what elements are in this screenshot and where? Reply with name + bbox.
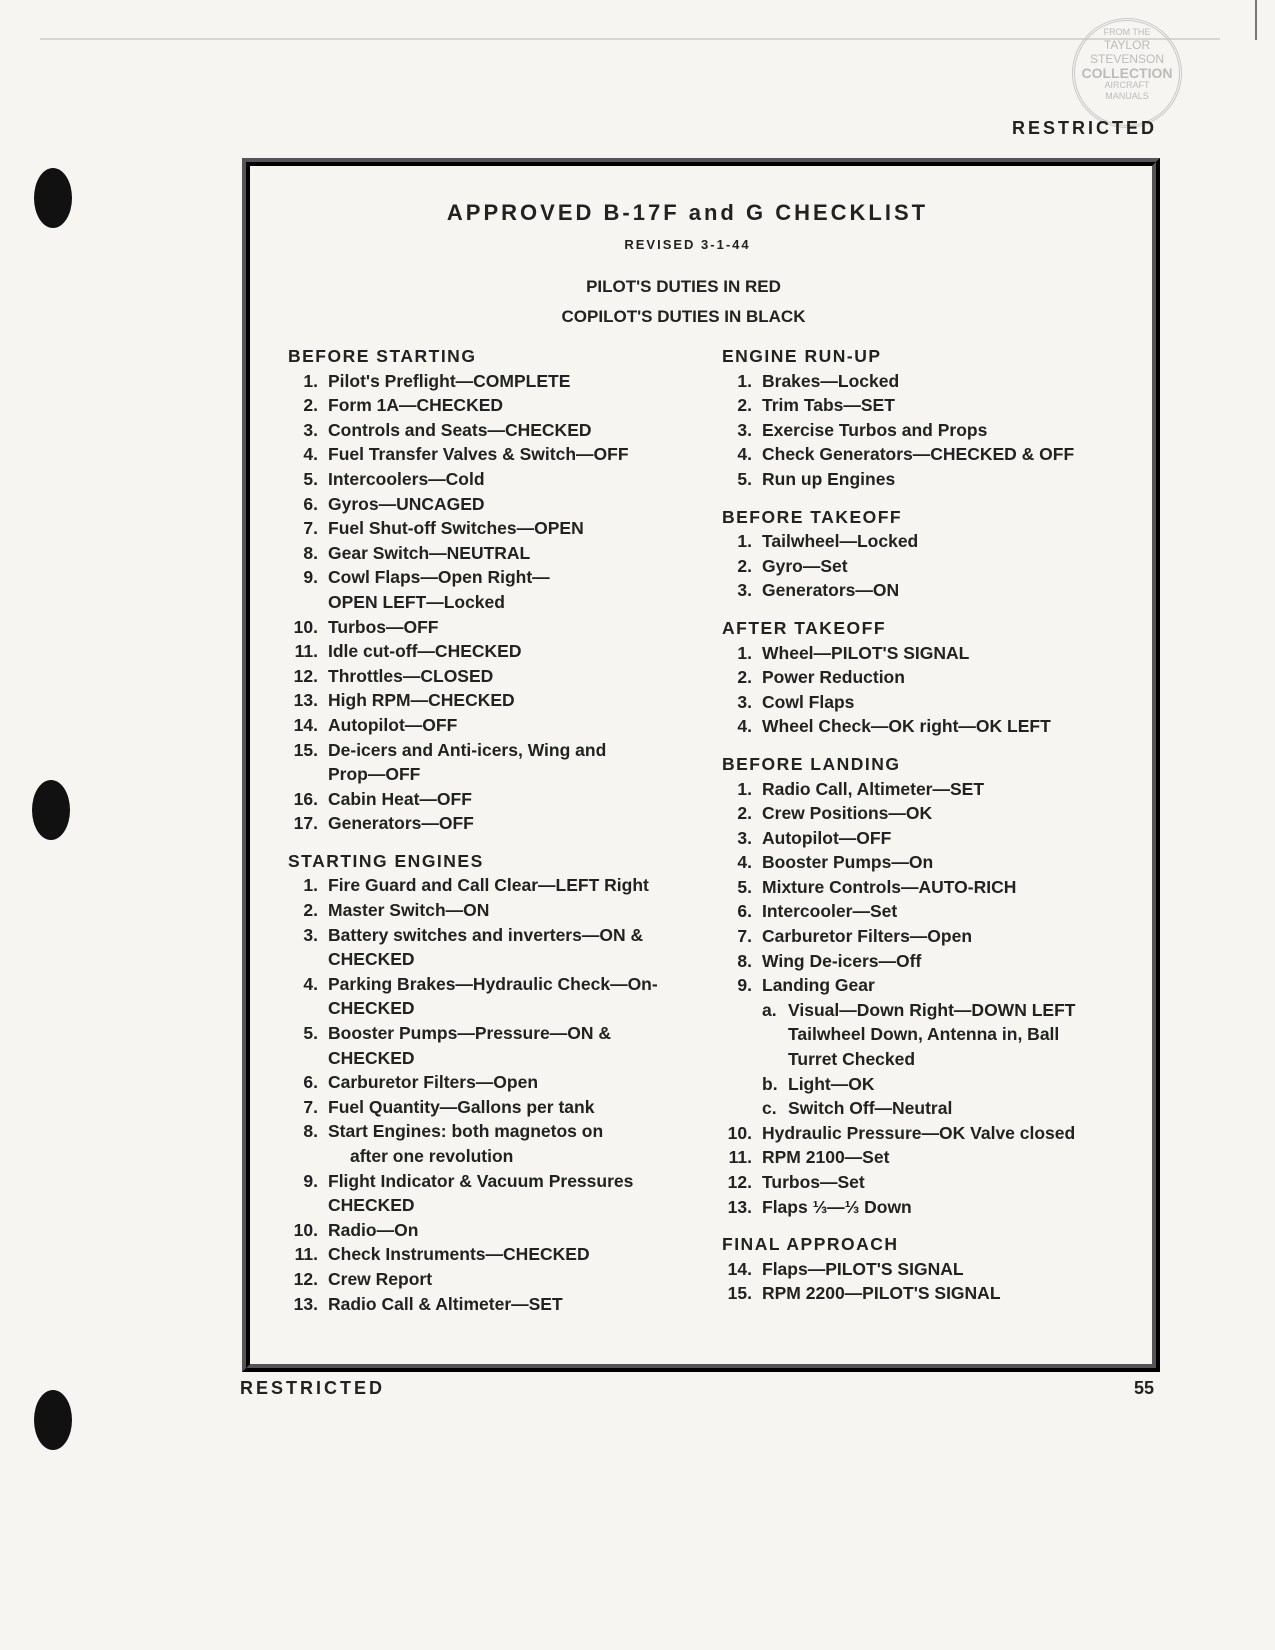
checklist-subitem [722,998,1142,1072]
item-number: 15. [727,1283,752,1304]
item-text: Flight Indicator & Vacuum Pressures [328,1170,634,1191]
item-text: Mixture Controls—AUTO-RICH [762,876,1017,897]
subitem-text: Switch Off—Neutral [788,1098,953,1119]
item-text: Booster Pumps—Pressure—ON & [328,1023,611,1044]
checklist-item [288,615,708,640]
item-text: Intercoolers—Cold [328,468,485,489]
checklist-item [722,529,1142,554]
subitem-letter: b. [762,1073,778,1094]
item-number: 2. [303,900,318,921]
item-text: Generators—ON [762,580,900,601]
item-number: 15. [293,739,318,760]
checklist-item [288,541,708,566]
checklist-item [288,393,708,418]
item-text: Carburetor Filters—Open [762,926,973,947]
item-number: 3. [737,691,752,712]
checklist-item [722,973,1142,998]
checklist-item [722,714,1142,739]
item-number: 3. [737,580,752,601]
checklist-item [722,369,1142,394]
subitem-letter: a. [762,999,777,1020]
subitem-text-block [762,998,1142,1072]
item-number: 7. [303,518,318,539]
section-heading: AFTER TAKEOFF [722,617,887,638]
item-number: 1. [737,370,752,391]
item-number: 5. [303,468,318,489]
checklist-item [288,467,708,492]
checklist-item [288,972,708,1021]
checklist-item [722,1145,1142,1170]
item-text: Run up Engines [762,468,896,489]
checklist-item [288,873,708,898]
item-text: Cowl Flaps [762,691,855,712]
item-text: Fire Guard and Call Clear—LEFT Right [328,875,649,896]
stamp-line: TAYLOR [1103,38,1151,52]
item-text: CHECKED [328,998,415,1019]
item-text: after one revolution [350,1146,514,1166]
item-text: Prop—OFF [328,764,421,785]
footer-restricted: RESTRICTED [240,1378,386,1398]
page-title: APPROVED B-17F and G CHECKLIST [446,200,929,225]
item-text: Power Reduction [762,667,905,688]
collection-stamp [1072,18,1182,128]
item-text: Radio Call & Altimeter—SET [328,1293,563,1314]
item-text: Landing Gear [762,975,875,996]
subitem-text: Turret Checked [788,1049,916,1070]
checklist-item [288,1095,708,1120]
item-text: Gyro—Set [762,555,848,576]
item-number: 3. [303,924,318,945]
item-text: Hydraulic Pressure—OK Valve closed [762,1122,1076,1143]
checklist-item [722,801,1142,826]
item-text: Crew Positions—OK [762,803,933,824]
item-number: 1. [303,370,318,391]
binder-hole [34,1390,72,1450]
item-number: 10. [293,1219,318,1240]
subitem-text-block [762,1096,1142,1121]
checklist-item [722,777,1142,802]
checklist-item [722,467,1142,492]
section-heading: BEFORE STARTING [288,346,477,366]
item-number: 7. [737,926,752,947]
item-text: Fuel Shut-off Switches—OPEN [328,518,584,539]
item-number: 7. [303,1096,318,1117]
item-text: Controls and Seats—CHECKED [328,419,592,440]
item-text: RPM 2200—PILOT'S SIGNAL [762,1283,1001,1304]
item-number: 2. [737,555,752,576]
checklist-item [288,1292,708,1317]
checklist-item [288,1070,708,1095]
item-text: Check Instruments—CHECKED [328,1244,590,1265]
item-text: Turbos—Set [762,1172,865,1192]
stamp-line: AIRCRAFT [1104,80,1150,90]
item-text: Turbos—OFF [328,616,439,637]
right-column [722,344,1142,1306]
page-edge-line [40,38,1220,40]
item-number: 6. [737,901,752,922]
item-text: Flaps—PILOT'S SIGNAL [762,1258,964,1279]
item-number: 11. [294,641,318,662]
item-text: Wheel Check—OK right—OK LEFT [762,716,1051,737]
checklist-item [288,1267,708,1292]
checklist-item [288,516,708,541]
item-number: 8. [303,1121,318,1142]
checklist-item [722,1281,1142,1306]
stamp-line: COLLECTION [1081,65,1173,81]
item-number: 8. [303,542,318,563]
item-number: 2. [303,395,318,416]
checklist-item [722,875,1142,900]
section-heading: BEFORE LANDING [722,753,901,774]
item-text: Booster Pumps—On [762,852,934,873]
checklist-item [288,1218,708,1243]
item-number: 3. [737,419,752,440]
checklist-item [722,442,1142,467]
item-text: Intercooler—Set [762,901,898,922]
item-number: 11. [728,1147,752,1168]
item-number: 14. [293,714,318,735]
checklist-item [288,923,708,972]
checklist-item [722,924,1142,949]
checklist-item [722,1195,1142,1220]
item-text: Gyros—UNCAGED [328,493,485,514]
checklist-item [722,826,1142,851]
item-number: 1. [737,642,752,663]
item-number: 13. [293,690,318,711]
item-number: 9. [737,975,752,996]
section-heading: BEFORE TAKEOFF [722,506,903,527]
item-text: Start Engines: both magnetos on [328,1121,604,1142]
copilot-duties-note: COPILOT'S DUTIES IN BLACK [561,307,806,326]
section-heading: FINAL APPROACH [722,1234,899,1255]
item-text: Idle cut-off—CHECKED [328,641,522,662]
item-text: Cowl Flaps—Open Right— [328,567,550,588]
item-text: Wheel—PILOT'S SIGNAL [762,642,970,663]
item-number: 3. [303,419,318,440]
item-number: 10. [293,616,318,637]
pilot-duties-note: PILOT'S DUTIES IN RED [586,277,781,296]
item-number: 2. [737,803,752,824]
checklist-item [288,787,708,812]
item-number: 12. [727,1172,752,1192]
item-number: 13. [293,1293,318,1314]
item-text: Form 1A—CHECKED [328,395,504,416]
item-number: 1. [303,875,318,896]
checklist-item [288,418,708,443]
item-number: 1. [737,531,752,552]
item-text: Throttles—CLOSED [328,665,494,686]
item-number: 4. [303,444,318,465]
item-text: Flaps ⅓—⅓ Down [762,1196,912,1217]
item-number: 9. [303,1170,318,1191]
item-number: 4. [737,716,752,737]
item-text: Radio—On [328,1219,419,1240]
item-number: 17. [293,813,318,834]
item-number: 5. [303,1023,318,1044]
item-text: CHECKED [328,1195,415,1216]
item-text: Check Generators—CHECKED & OFF [762,444,1075,465]
item-number: 9. [303,567,318,588]
checklist-item [288,664,708,689]
subitem-text: Tailwheel Down, Antenna in, Ball [788,1024,1060,1045]
item-text: Crew Report [328,1268,433,1289]
item-text: Fuel Quantity—Gallons per tank [328,1096,595,1117]
checklist-item [722,665,1142,690]
checklist-item [288,1119,708,1168]
checklist-item [288,1242,708,1267]
item-number: 8. [737,950,752,971]
item-number: 5. [737,468,752,489]
checklist-item [288,565,708,614]
item-text: Autopilot—OFF [762,827,892,848]
subitem-text-block [762,1072,1142,1097]
stamp-line: FROM THE [1103,27,1151,37]
item-number: 4. [737,444,752,465]
checklist-item [288,1169,708,1218]
checklist-item [288,492,708,517]
checklist-item [288,811,708,836]
section-heading: STARTING ENGINES [288,850,484,871]
item-text: Fuel Transfer Valves & Switch—OFF [328,444,629,465]
item-text: Generators—OFF [328,813,474,834]
checklist-item [722,578,1142,603]
subitem-letter: c. [762,1098,777,1119]
item-number: 4. [737,852,752,873]
checklist-item [722,1121,1142,1146]
checklist-item [722,850,1142,875]
checklist-item [288,713,708,738]
item-number: 11. [294,1244,318,1265]
item-number: 2. [737,667,752,688]
item-text: Gear Switch—NEUTRAL [328,542,531,563]
checklist-item [722,899,1142,924]
checklist-item [288,639,708,664]
item-number: 3. [737,827,752,848]
checklist-item [722,641,1142,666]
subitem-text: Light—OK [788,1073,875,1094]
section-heading: ENGINE RUN-UP [722,346,882,366]
item-number: 10. [727,1122,752,1143]
checklist-subitem [722,1096,1142,1121]
item-text: Master Switch—ON [328,900,490,921]
checklist-item [722,418,1142,443]
subitem-text: Visual—Down Right—DOWN LEFT [788,999,1076,1020]
item-text: Battery switches and inverters—ON & [328,924,644,945]
item-number: 6. [303,1072,318,1093]
binder-hole [32,780,70,840]
item-text: Autopilot—OFF [328,714,458,735]
item-text: OPEN LEFT—Locked [328,591,505,612]
checklist-item [722,554,1142,579]
checklist-subitem [722,1072,1142,1097]
checklist-item [722,1257,1142,1282]
checklist-item [288,369,708,394]
checklist-item [722,393,1142,418]
item-text: Brakes—Locked [762,370,900,391]
item-number: 1. [737,778,752,799]
item-text: CHECKED [328,1047,415,1068]
item-text: Exercise Turbos and Props [762,419,988,440]
page-number: 55 [1134,1378,1155,1398]
item-number: 5. [737,876,752,897]
item-number: 12. [293,1268,318,1289]
checklist-item [722,690,1142,715]
item-text: Parking Brakes—Hydraulic Check—On- [328,973,658,994]
item-text: Tailwheel—Locked [762,531,919,552]
revised-date: REVISED 3-1-44 [624,237,751,252]
page-edge-mark [1255,0,1257,40]
item-text: Pilot's Preflight—COMPLETE [328,370,571,391]
checklist-item [288,898,708,923]
item-text: CHECKED [328,949,415,970]
item-number: 14. [727,1258,752,1279]
item-number: 16. [293,788,318,809]
item-number: 2. [737,395,752,416]
checklist-item [722,949,1142,974]
item-text: Radio Call, Altimeter—SET [762,778,985,799]
checklist-item [288,1021,708,1070]
stamp-line: STEVENSON [1089,52,1164,66]
item-text: High RPM—CHECKED [328,690,515,711]
item-text: RPM 2100—Set [762,1147,890,1168]
checklist-item [722,1170,1142,1195]
left-column [288,344,708,1316]
item-number: 13. [727,1196,752,1217]
item-text: Carburetor Filters—Open [328,1072,539,1093]
item-text: Wing De-icers—Off [762,950,922,971]
stamp-line: MANUALS [1105,91,1149,101]
item-number: 12. [293,665,318,686]
header-restricted: RESTRICTED [1012,118,1158,138]
checklist-item [288,738,708,787]
item-text: Cabin Heat—OFF [328,788,472,809]
checklist-item [288,688,708,713]
item-number: 6. [303,493,318,514]
item-text: De-icers and Anti-icers, Wing and [328,739,607,760]
item-text: Trim Tabs—SET [762,395,895,416]
checklist-item [288,442,708,467]
item-number: 4. [303,973,318,994]
